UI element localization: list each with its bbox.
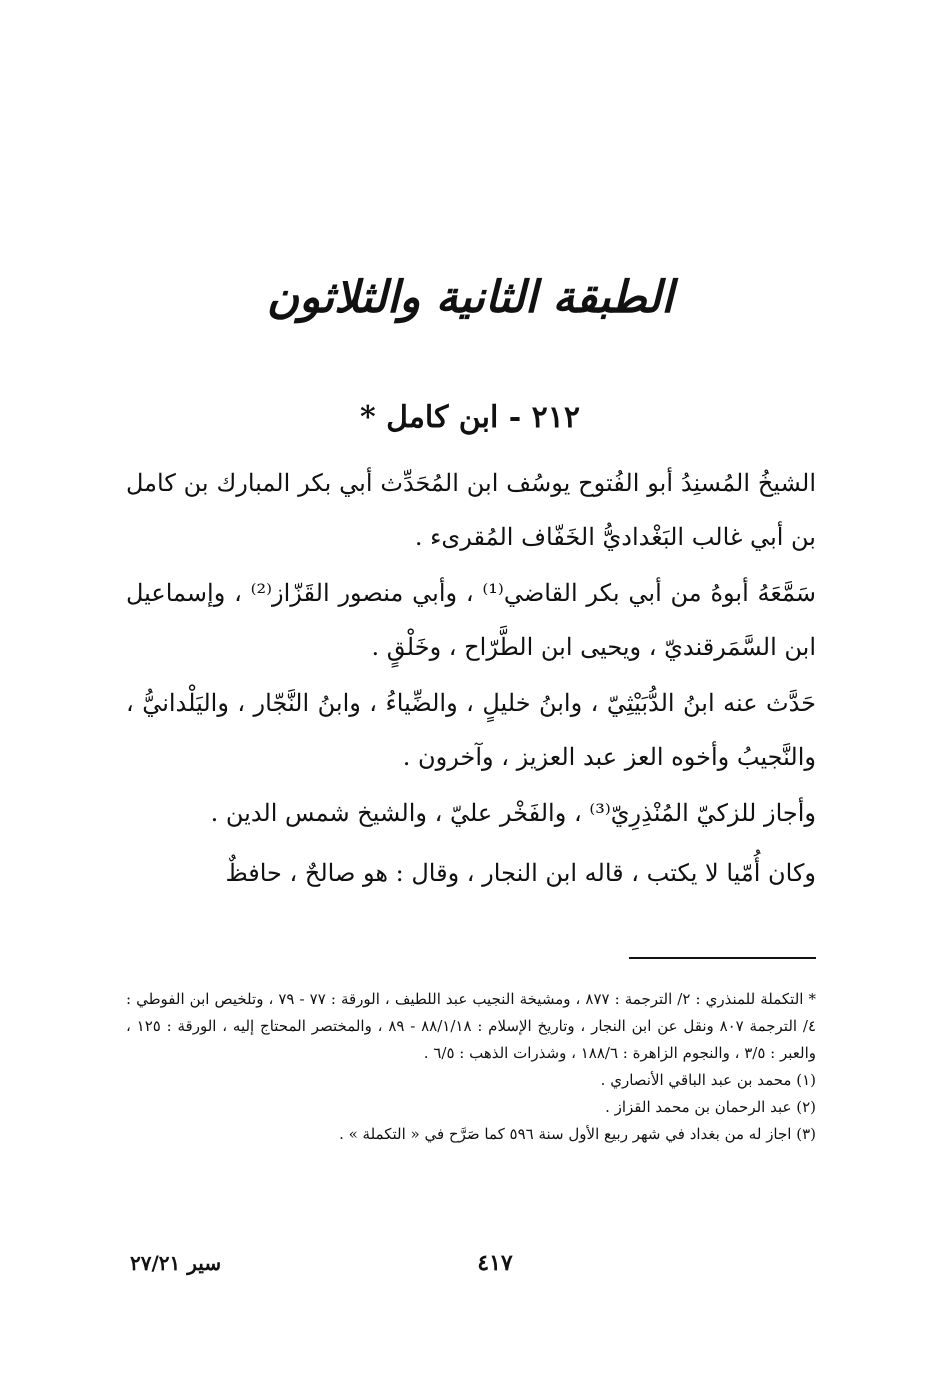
footnotes	[126, 986, 816, 1148]
footnote-2: (٢) عبد الرحمان بن محمد القزاز .	[605, 1098, 816, 1116]
footnote-sources: * التكملة للمنذري : ٢/ الترجمة : ٨٧٧ ، ومشيخة النجيب عبد اللطيف ، الورقة : ٧٧ - ٧٩ ، وتلخيص ابن الفوطي : ٤/ الترجمة ٨٠٧ ونقل عن ابن النجار ، وتاريخ الإسلام : ٨٨/١/١٨ - ٨٩ ، والمختصر المحتاج إليه ، الورقة : ١٢٥ ، والعبر : ٣/٥ ، والنجوم الزاهرة : ١٨٨/٦ ، وشذرات الذهب : ٦/٥ .	[126, 990, 816, 1062]
footnote-3: (٣) اجاز له من بغداد في شهر ربيع الأول سنة ٥٩٦ كما صَرَّح في « التكملة » .	[339, 1125, 816, 1143]
paragraph-teachers: سَمَّعَهُ أبوهُ من أبي بكر القاضي⁽¹⁾ ، وأبي منصور القَزّاز⁽²⁾ ، وإسماعيل ابن السَّمَرقنديّ ، ويحيى ابن الطَّرّاح ، وخَلْقٍ .	[126, 579, 816, 661]
printer-signature: سير ٢٧/٢١	[130, 1251, 222, 1275]
paragraph-description: وكان أُمّيا لا يكتب ، قاله ابن النجار ، وقال : هو صالحٌ ، حافظٌ	[225, 859, 816, 887]
paragraph-students: حَدَّث عنه ابنُ الدُّبَيْثِيّ ، وابنُ خليلٍ ، والضِّياءُ ، وابنُ النَّجّار ، واليَلْدانيُّ ، والنَّجيبُ وأخوه العز عبد العزيز ، وآخرون .	[126, 689, 816, 771]
paragraph-name: الشيخُ المُسنِدُ أبو الفُتوح يوسُف ابن المُحَدِّث أبي بكر المبارك بن كامل بن أبي غالب البَغْداديُّ الخَفّاف المُقرىء .	[126, 469, 816, 551]
footnote-1: (١) محمد بن عبد الباقي الأنصاري .	[600, 1071, 816, 1089]
paragraph-licenses: وأجاز للزكيّ المُنْذِرِيّ⁽³⁾ ، والفَخْر عليّ ، والشيخ شمس الدين .	[210, 799, 816, 827]
page-number: ٤١٧	[477, 1250, 513, 1276]
section-title: الطبقة الثانية والثلاثون	[266, 272, 674, 323]
entry-title: ٢١٢ - ابن كامل *	[360, 400, 580, 435]
footnote-separator	[629, 957, 816, 959]
